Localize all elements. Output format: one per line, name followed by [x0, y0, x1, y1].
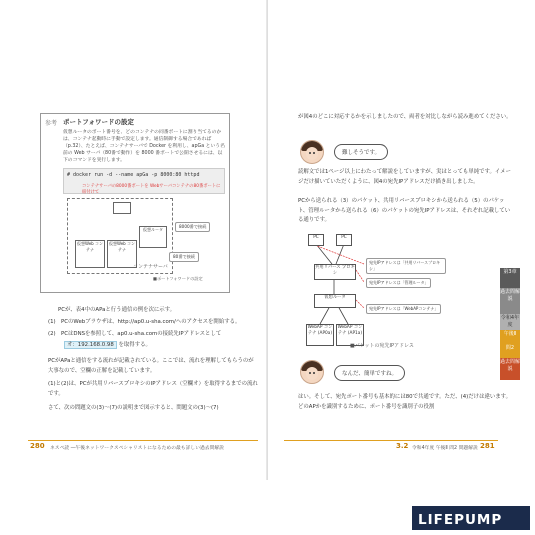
step-2-tail: を取得する。	[118, 342, 151, 348]
web-container-b: 仮想Web コンテナ	[107, 240, 137, 268]
diagram-caption: ■パケットの宛先IPアドレス	[350, 343, 414, 349]
reference-column	[40, 113, 230, 293]
speech-bubble-1: 難しそうです。	[334, 144, 388, 160]
packet-destination-diagram	[306, 230, 446, 350]
port8000-bubble: 8000番で接続	[175, 222, 210, 232]
paragraph-3: (1)と(2)は、PCが共用リバースプロキシのIPアドレス（空欄オ）を取得するまでの流れです。	[48, 381, 258, 397]
port-forward-diagram	[63, 194, 223, 284]
pc-node: PC	[308, 234, 324, 246]
right-footer-title: 令和4年度 午後Ⅱ 問2 問題解説	[412, 446, 478, 451]
avatar	[300, 360, 324, 384]
dest-label-webap: 宛先IPアドレスは「WebAPコンテナ」	[366, 304, 441, 314]
side-tab: 午後Ⅱ	[500, 330, 520, 344]
router-node: 仮想ルータ	[314, 294, 356, 308]
web-container-a: 仮想Web コンテナ	[75, 240, 105, 268]
paragraph-3: はい。そして、宛先ポート番号も基本的には80で共通です。ただ、(4)だけは違います。どのAPかを識別するために、ポート番号を識別子の役割	[298, 394, 511, 410]
column-tag: 参考	[45, 120, 58, 127]
paragraph-1: PCが、表4中のAPaと行う通信の例を次に示す。	[58, 307, 176, 313]
router-box: 仮想ルータ	[139, 226, 167, 248]
side-tab: 問2	[500, 344, 520, 358]
speech-bubble-2: なんだ、簡単ですね。	[334, 365, 405, 381]
paragraph-2: PCがAPaと通信をする流れが記載されている。ここでは、流れを理解してもらうのが大事なので、空欄の正解を記載しています。	[48, 358, 254, 374]
pc-node: PC	[336, 234, 352, 246]
answer-highlight: オ：192.168.0.98	[64, 341, 117, 349]
right-footer	[284, 440, 498, 453]
step-2-line	[64, 341, 254, 351]
command-note: コンテナサーバの8000番ポートを Webサーバコンテナの80番ポートに紐付けて	[82, 184, 221, 195]
webap-container-a: WebAP コンテナ (AP0a)	[306, 324, 334, 346]
step-2: (2) PCはDNSを参照して、ap0.u-sha.comの接続先IPアドレスとして	[48, 331, 222, 337]
step-1: (1) PCのWebブラウザは、http://ap0.u-sha.com/へのアクセスを開始する。	[48, 319, 241, 325]
side-tab: 第3章	[500, 268, 520, 288]
side-tab: 令和4年度	[500, 315, 520, 328]
right-page-number: 281	[480, 442, 495, 450]
side-tab: 過去問解説	[500, 358, 520, 380]
footer-section: 3.2	[396, 442, 409, 450]
avatar	[300, 140, 324, 164]
column-text: 仮想ルータのポート番号を、どのコンテナの同番ポートに割り当てるのかは、コンテナ起動時に手動で設定します。通信制御する場合であれば（p.32）、たとえば、コンテナサーバで Docker を利用し、apGa という名前の Web サーバ（80番で動作）を 8000 番ポートで公開させるには、以下のコマンドを実行します。	[63, 130, 225, 163]
left-page	[0, 0, 268, 480]
port80-bubble: 80番で接続	[169, 252, 199, 262]
command-line: # docker run -d --name apGa -p 8000:80 httpd	[67, 172, 200, 178]
side-tab: 過去問解説	[500, 288, 520, 314]
reverse-proxy-node: 共用リバース プロキシ	[314, 264, 356, 280]
command-box	[63, 168, 225, 194]
paragraph-2: PCから送られる（3）のパケット、共用リバースプロキシから送られる（5）のパケット、管理ルータから送られる（6）のパケットの宛先IPアドレスは、それぞれ記載している通りです。	[298, 198, 511, 223]
chapter-side-tabs	[500, 268, 520, 380]
intro-text: が図4のどこに対応するかを示しましたので、両者を対比しながら読み進めてください。	[298, 114, 512, 120]
paragraph-4: さて、次の問題文の(3)〜(7)の説明まで図示すると、問題文の(3)〜(7)	[48, 405, 219, 411]
paragraph-1: 読解文では1ページ以上にわたって解説をしていますが、実はとっても単純です。イメージだけ描いていただくように、図4の宛先IPアドレスだけ描き出しました。	[298, 169, 511, 185]
brand-logo: LIFEPUMP	[418, 512, 503, 528]
router-node	[113, 202, 131, 214]
dest-label-proxy: 宛先IPアドレスは「共用リバースプロキシ」	[366, 258, 446, 274]
column-title: ポートフォワードの設定	[63, 118, 134, 126]
host-label: コンテナサーバ	[133, 264, 168, 270]
dest-label-router: 宛先IPアドレスは「管理ルータ」	[366, 278, 431, 288]
diagram-caption: ■ポートフォワードの設定	[153, 276, 203, 281]
left-footer-title: ネスペ読 ―午後ネットワークスペシャリストになるための最も詳しい過去問解説	[50, 446, 224, 451]
left-page-number: 280	[30, 442, 45, 450]
left-footer	[28, 440, 258, 453]
webap-container-b: WebAP コンテナ (AP1a)	[336, 324, 364, 346]
